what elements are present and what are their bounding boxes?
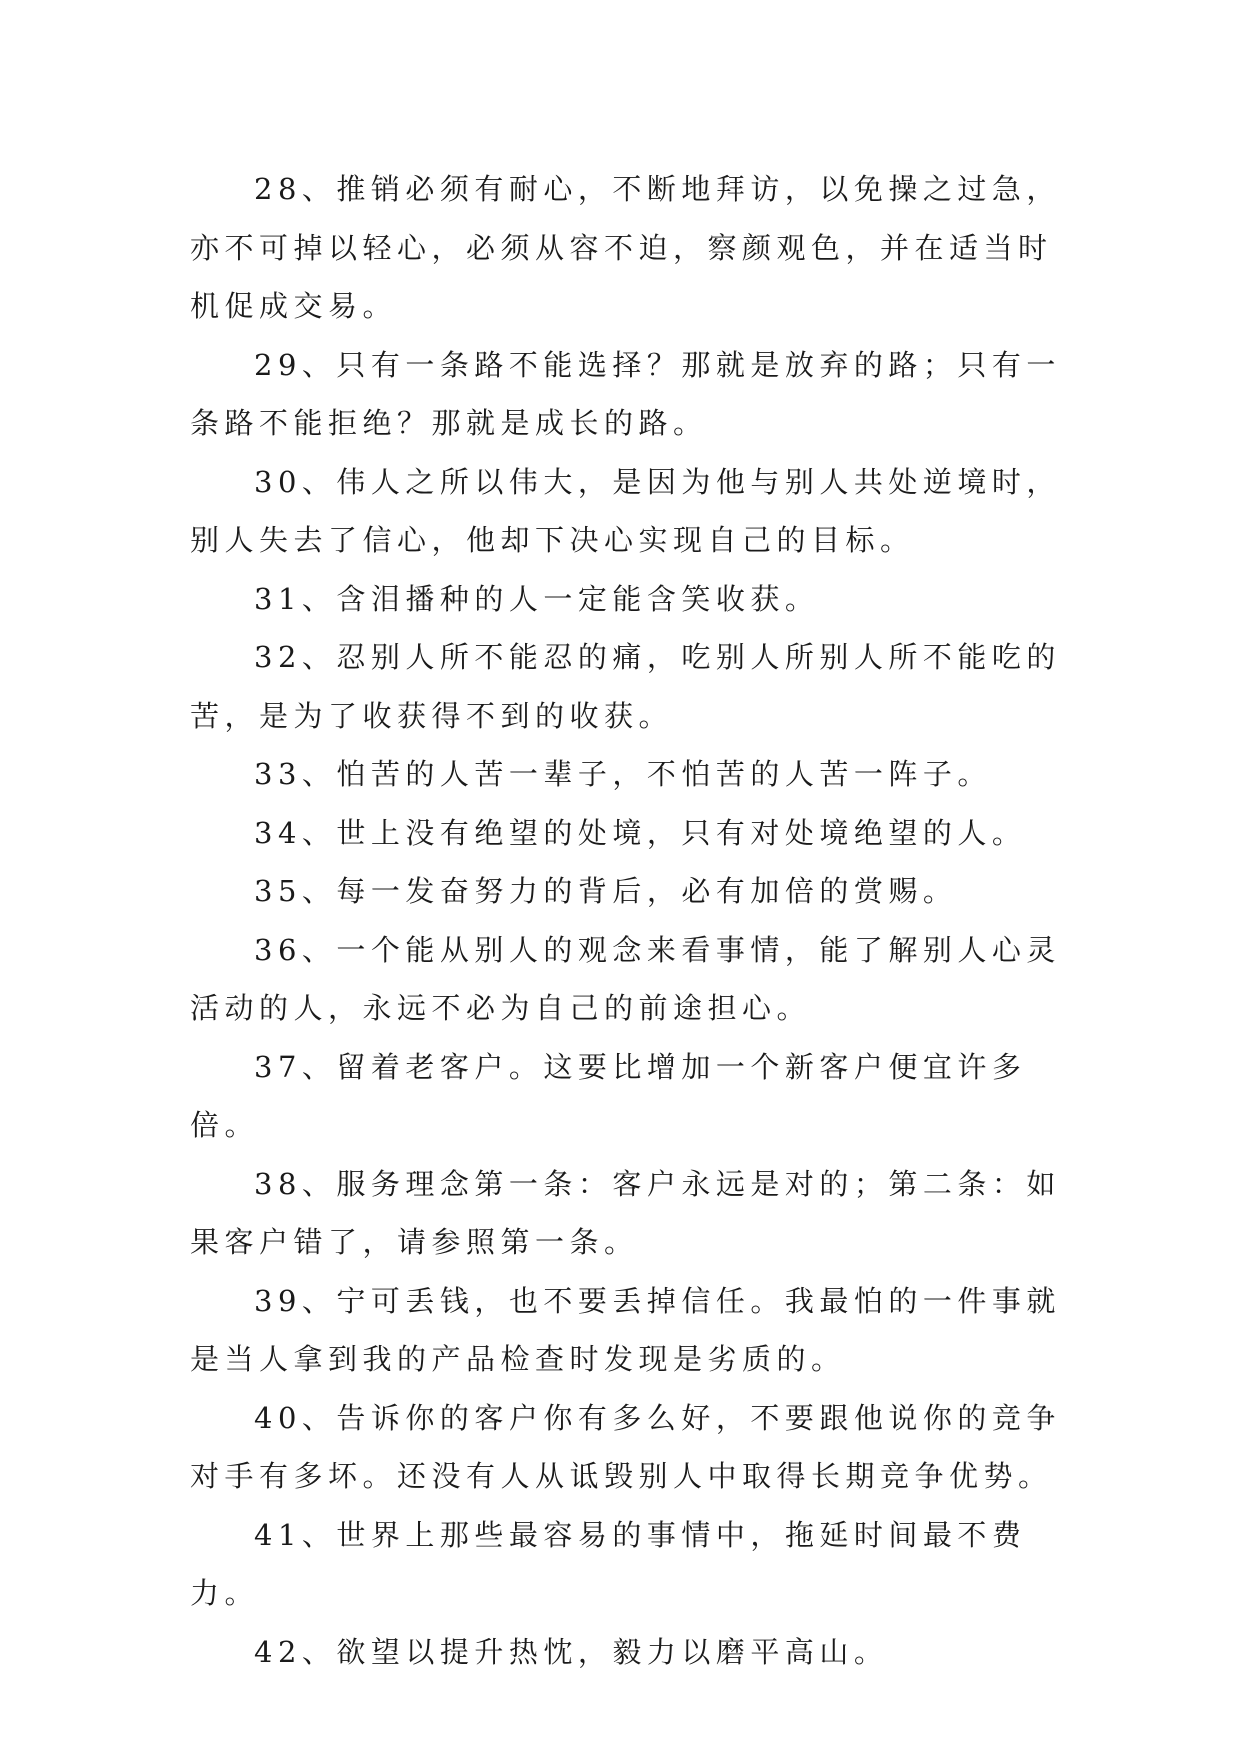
paragraph-36: 36、一个能从别人的观念来看事情，能了解别人心灵活动的人，永远不必为自己的前途担心。 [190,932,1061,1025]
paragraph-35: 35、每一发奋努力的背后，必有加倍的赏赐。 [254,874,958,908]
paragraph-39: 39、宁可丢钱，也不要丢掉信任。我最怕的一件事就是当人拿到我的产品检查时发现是劣质的。 [190,1283,1061,1376]
paragraph-29: 29、只有一条路不能选择？那就是放弃的路；只有一条路不能拒绝？那就是成长的路。 [190,347,1061,440]
paragraph-42: 42、欲望以提升热忱，毅力以磨平高山。 [254,1634,889,1669]
paragraph-41: 41、世界上那些最容易的事情中，拖延时间最不费力。 [190,1517,1027,1610]
paragraph-40: 40、告诉你的客户你有多么好，不要跟他说你的竞争对手有多坏。还没有人从诋毁别人中取得长期竞争优势。 [190,1400,1061,1493]
paragraph-38: 38、服务理念第一条：客户永远是对的；第二条：如果客户错了，请参照第一条。 [190,1166,1061,1259]
paragraph-31: 31、含泪播种的人一定能含笑收获。 [254,581,820,616]
paragraph-32: 32、忍别人所不能忍的痛，吃别人所别人所不能吃的苦，是为了收获得不到的收获。 [190,640,1061,733]
paragraph-34: 34、世上没有绝望的处境，只有对处境绝望的人。 [254,815,1027,850]
paragraph-37: 37、留着老客户。这要比增加一个新客户便宜许多倍。 [190,1049,1027,1142]
paragraph-30: 30、伟人之所以伟大，是因为他与别人共处逆境时，别人失去了信心，他却下决心实现自己的目标。 [190,464,1061,557]
document-body [190,160,1070,1681]
paragraph-33: 33、怕苦的人苦一辈子，不怕苦的人苦一阵子。 [254,757,992,791]
paragraph-28: 28、推销必须有耐心，不断地拜访，以免操之过急，亦不可掉以轻心，必须从容不迫，察颜观色，并在适当时机促成交易。 [190,172,1061,323]
